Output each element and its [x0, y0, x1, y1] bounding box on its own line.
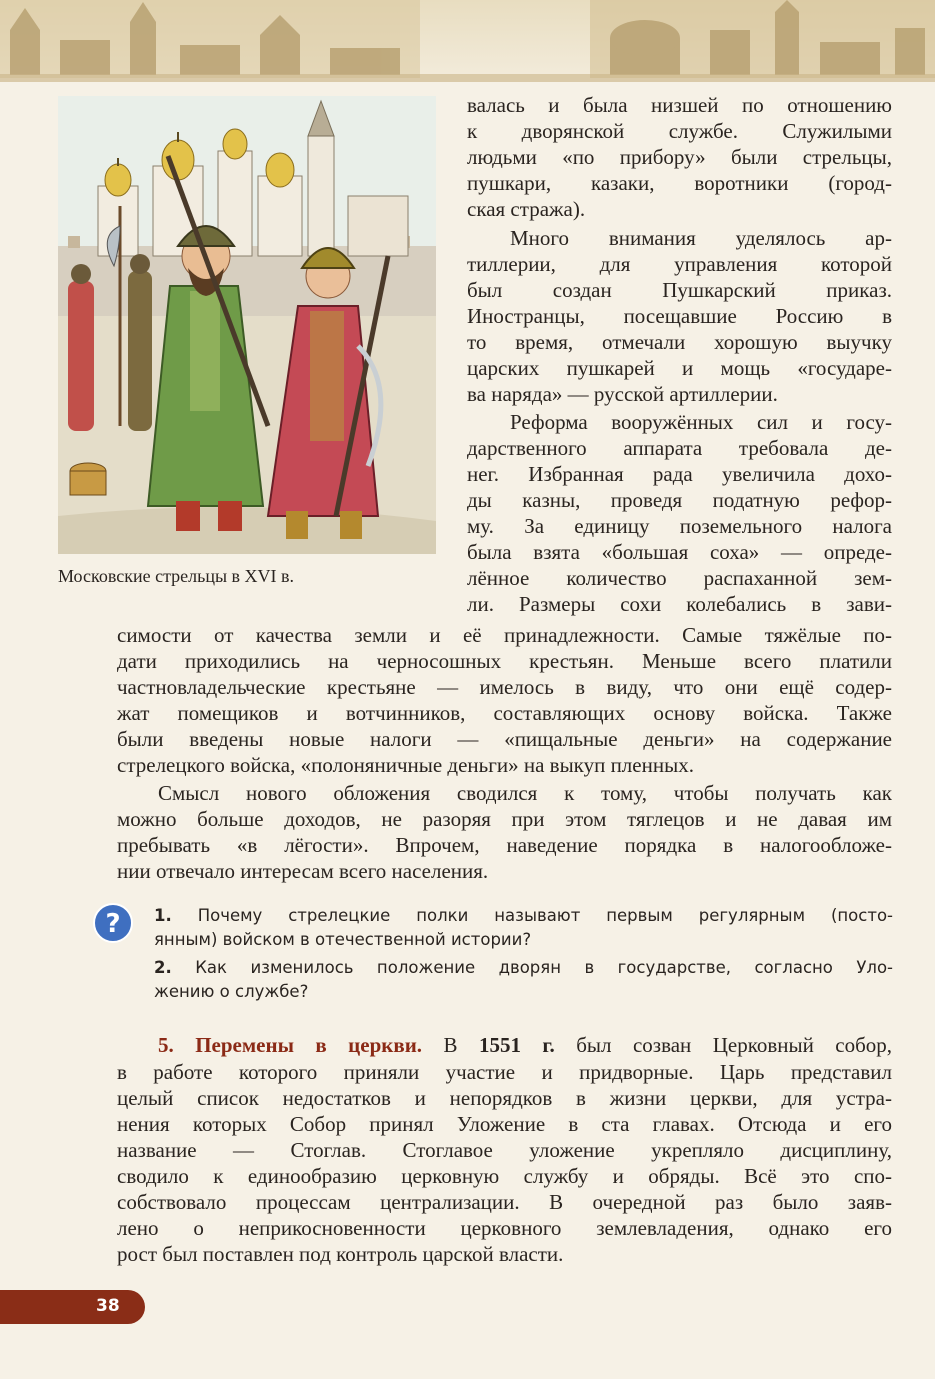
section-number: 5.	[158, 1033, 174, 1057]
text-line: название — Стоглав. Стоглавое уложение укрепляло дисциплину,	[117, 1138, 892, 1162]
text-line: дарственного аппарата требовала де-	[467, 436, 892, 460]
text-line: дати приходились на черносошных крестьян. Меньше всего платили	[117, 649, 892, 673]
text-line: то время, отмечали хорошую выучку	[467, 330, 892, 354]
text-line: нег. Избранная рада увеличила дохо-	[467, 462, 892, 486]
text-line: сводило к единообразию церковную службу и обряды. Всё это спо-	[117, 1164, 892, 1188]
text-line: нения которых Собор принял Уложение в ста главах. Отсюда и его	[117, 1112, 892, 1136]
text-line: были введены новые налоги — «пищальные деньги» на содержание	[117, 727, 892, 751]
section-first-rest: был созван Церковный собор,	[576, 1033, 893, 1057]
question-2-cont: жению о службе?	[154, 982, 309, 1001]
text-line: в работе которого приняли участие и придворные. Царь представил	[117, 1060, 892, 1084]
text-line: Много внимания уделялось ар-	[510, 226, 892, 250]
section-lead-in: В	[443, 1033, 458, 1057]
text-line: рост был поставлен под контроль царской власти.	[117, 1242, 564, 1266]
text-line: му. За единицу поземельного налога	[467, 514, 892, 538]
text-line: ли. Размеры сохи колебались в зави-	[467, 592, 892, 616]
page-number: 38	[96, 1296, 120, 1316]
text-line: Смысл нового обложения сводился к тому, чтобы получать как	[158, 781, 892, 805]
figure-caption: Московские стрельцы в XVI в.	[58, 566, 295, 586]
page-number-tab	[0, 1290, 145, 1324]
text-line: ская стража).	[467, 197, 586, 221]
question-text: Как изменилось положение дворян в государстве, согласно Уло-	[195, 958, 893, 977]
question-number: 1.	[154, 906, 172, 925]
text-line: стрелецкого войска, «полоняничные деньги» на выкуп пленных.	[117, 753, 694, 777]
text-line: тиллерии, для управления которой	[467, 252, 892, 276]
text-line: к дворянской службе. Служилыми	[467, 119, 892, 143]
text-line: пушкари, казаки, воротники (город-	[467, 171, 892, 195]
text-line: была взята «большая соха» — опреде-	[467, 540, 892, 564]
text-line: нии отвечало интересам всего населения.	[117, 859, 489, 883]
text-line: частновладельческие крестьяне — имелось в виду, что они ещё содер-	[117, 675, 892, 699]
text-line: лённое количество распаханной зем-	[467, 566, 892, 590]
text-line: был создан Пушкарский приказ.	[467, 278, 892, 302]
question-1-cont: янным) войском в отечественной истории?	[154, 930, 532, 949]
text-line: людьми «по прибору» были стрельцы,	[467, 145, 892, 169]
text-line: ды казны, проведя податную рефор-	[467, 488, 892, 512]
text-line: валась и была низшей по отношению	[467, 93, 892, 117]
text-line: симости от качества земли и её принадлежности. Самые тяжёлые по-	[117, 623, 892, 647]
section-title: Перемены в церкви.	[195, 1033, 423, 1057]
text-line: жат помещиков и вотчинников, составляющих основу войска. Также	[117, 701, 892, 725]
text-line: Реформа вооружённых сил и госу-	[510, 410, 892, 434]
text-line: ва наряда» — русской артиллерии.	[467, 382, 778, 406]
question-text: Почему стрелецкие полки называют первым регулярным (посто-	[197, 906, 894, 925]
text-line: лено о неприкосновенности церковного землевладения, однако его	[117, 1216, 892, 1240]
text-line: Иностранцы, посещавшие Россию в	[467, 304, 892, 328]
section-heading-line	[158, 1032, 892, 1058]
text-line: собствовало процессам централизации. В очередной раз было заяв-	[117, 1190, 892, 1214]
text-line: царских пушкарей и мощь «государе-	[467, 356, 892, 380]
text-line: целый список недостатков и непорядков в жизни церкви, для устра-	[117, 1086, 892, 1110]
svg-text:?: ?	[105, 909, 121, 939]
question-number: 2.	[154, 958, 172, 977]
section-year: 1551 г.	[478, 1033, 555, 1057]
text-line: можно больше доходов, не разоряя при этом тяглецов и не давая им	[117, 807, 892, 831]
text-line: пребывать «в лёгости». Впрочем, наведение порядка в налогообложе-	[117, 833, 892, 857]
